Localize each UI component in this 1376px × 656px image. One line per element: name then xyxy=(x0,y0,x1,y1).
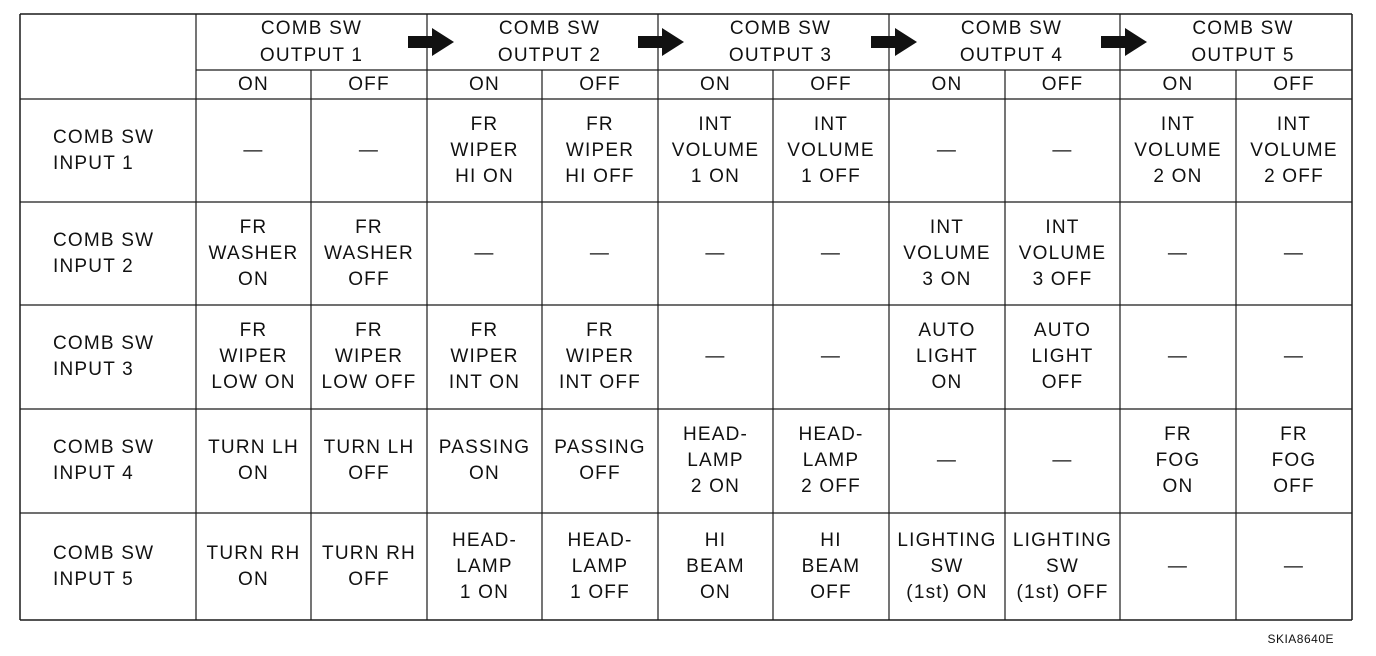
table-cell: INT VOLUME 2 OFF xyxy=(1250,113,1338,187)
table-cell: AUTO LIGHT OFF xyxy=(1031,320,1094,393)
table-cell: FR WASHER OFF xyxy=(324,216,414,290)
table-cell: — xyxy=(358,139,380,161)
table-cell: FR WIPER INT ON xyxy=(448,320,521,393)
state-header: OFF xyxy=(810,73,852,95)
table-cell: — xyxy=(1283,346,1305,367)
table-cell: FR FOG OFF xyxy=(1271,424,1317,497)
table-cell: — xyxy=(1052,139,1073,161)
table-cell: HEAD- LAMP 1 OFF xyxy=(567,529,633,603)
table-cell: HEAD- LAMP 2 ON xyxy=(682,424,749,497)
state-header: OFF xyxy=(348,73,390,95)
table-cell: — xyxy=(243,139,264,161)
table-cell: — xyxy=(936,450,958,471)
table-cell: FR FOG ON xyxy=(1155,424,1201,497)
state-header: OFF xyxy=(1273,73,1315,95)
table-cell: AUTO LIGHT ON xyxy=(916,320,978,393)
table-cell: — xyxy=(820,242,842,264)
table-cell: — xyxy=(705,242,726,264)
table-cell: TURN LH ON xyxy=(208,437,299,484)
table-cell: PASSING OFF xyxy=(554,437,646,484)
table-cell: — xyxy=(1167,555,1189,577)
table-cell: FR WIPER INT OFF xyxy=(559,320,641,393)
table-cell: INT VOLUME 1 OFF xyxy=(787,113,875,187)
state-header: ON xyxy=(1162,73,1194,95)
state-header: OFF xyxy=(579,73,621,95)
input-row-label: COMB SW INPUT 1 xyxy=(53,126,155,174)
table-cell: FR WIPER HI OFF xyxy=(565,113,635,187)
output-header: COMB SW OUTPUT 4 xyxy=(959,18,1064,66)
table-cell: INT VOLUME 2 ON xyxy=(1134,113,1222,187)
table-cell: INT VOLUME 1 ON xyxy=(671,113,760,187)
table-cell: TURN RH OFF xyxy=(322,542,416,590)
table-cell: — xyxy=(589,242,611,264)
state-header: ON xyxy=(700,73,731,95)
input-row-label: COMB SW INPUT 4 xyxy=(53,437,155,484)
table-cell: — xyxy=(1283,242,1305,264)
table-cell: INT VOLUME 3 OFF xyxy=(1018,216,1107,290)
table-cell: — xyxy=(1167,346,1189,367)
table-cell: INT VOLUME 3 ON xyxy=(903,216,991,290)
state-header: OFF xyxy=(1041,73,1084,95)
table-cell: — xyxy=(705,346,726,367)
state-header: ON xyxy=(238,73,269,95)
input-row-label: COMB SW INPUT 2 xyxy=(53,229,155,277)
table-cell: HI BEAM ON xyxy=(686,529,745,603)
table-cell: HI BEAM OFF xyxy=(801,529,861,603)
table-cell: — xyxy=(1167,242,1189,264)
state-header: ON xyxy=(931,73,963,95)
output-header: COMB SW OUTPUT 1 xyxy=(259,18,364,66)
table-cell: FR WASHER ON xyxy=(208,216,299,290)
table-cell: HEAD- LAMP 1 ON xyxy=(451,529,518,603)
state-header: ON xyxy=(469,73,500,95)
table-cell: FR WIPER HI ON xyxy=(450,113,519,187)
table-cell: HEAD- LAMP 2 OFF xyxy=(798,424,864,497)
table-cell: — xyxy=(936,139,958,161)
output-header: COMB SW OUTPUT 5 xyxy=(1191,18,1295,66)
table-cell: — xyxy=(474,242,495,264)
table-cell: TURN LH OFF xyxy=(323,437,415,484)
output-header: COMB SW OUTPUT 3 xyxy=(728,18,833,66)
table-cell: TURN RH ON xyxy=(206,542,301,590)
table-cell: LIGHTING SW (1st) ON xyxy=(897,529,997,603)
table-cell: PASSING ON xyxy=(438,437,531,484)
output-header: COMB SW OUTPUT 2 xyxy=(497,18,602,66)
table-cell: FR WIPER LOW OFF xyxy=(321,320,417,393)
table-cell: — xyxy=(820,346,842,367)
table-cell: LIGHTING SW (1st) OFF xyxy=(1012,529,1113,603)
table-cell: — xyxy=(1283,555,1305,577)
input-row-label: COMB SW INPUT 5 xyxy=(53,542,155,590)
table-cell: FR WIPER LOW ON xyxy=(211,320,296,393)
table-cell: — xyxy=(1052,450,1073,471)
figure-code: SKIA8640E xyxy=(1267,632,1334,646)
input-row-label: COMB SW INPUT 3 xyxy=(53,333,155,380)
